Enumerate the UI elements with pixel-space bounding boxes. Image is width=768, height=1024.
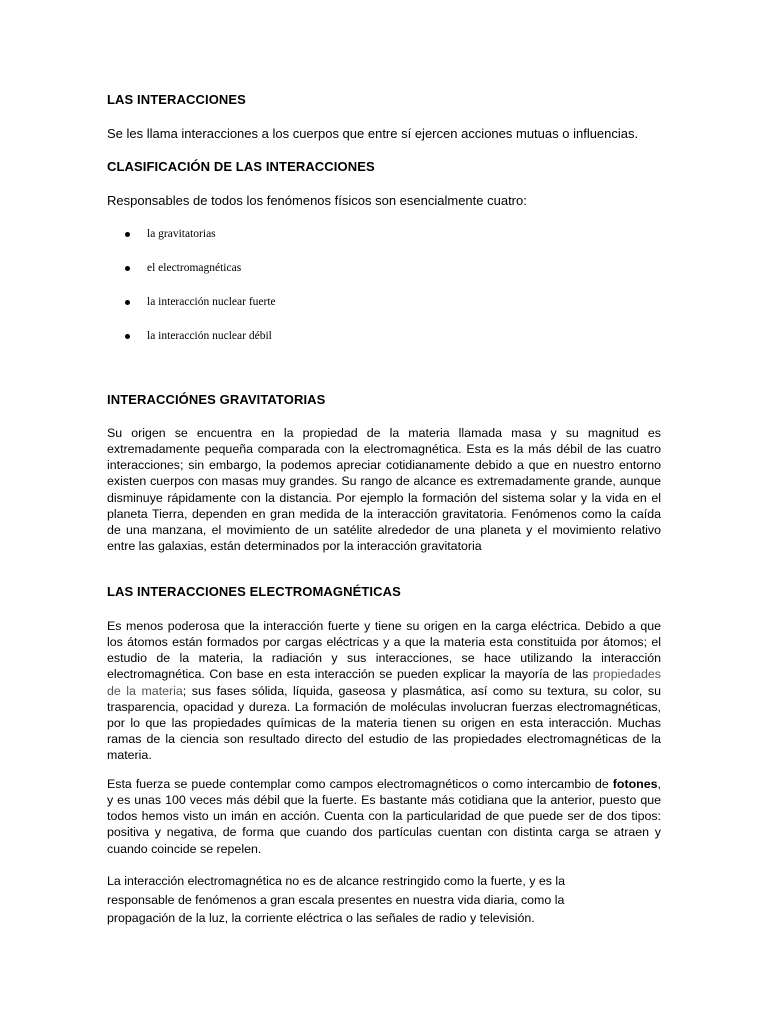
list-item <box>125 296 276 308</box>
intro-text: Se les llama interacciones a los cuerpos que entre sí ejercen acciones mutuas o influencias. <box>107 126 639 141</box>
list-item-text: el electromagnéticas <box>147 262 242 274</box>
bullet-icon <box>125 334 130 339</box>
paragraph-text: , y es unas 100 veces más débil que la fuerte. Es bastante más cotidiana que la anterior, puesto que todos hemos visto un imán en acción. Cuenta con la particularidad de que puede ser de dos tipos: positiva y negativa, de forma que cuando dos partículas cuentan con distinta carga se atraen y cuando coincide se repelen. <box>107 777 661 856</box>
electromagnetic-paragraph-2 <box>107 776 661 857</box>
gravity-heading: INTERACCIÓNES GRAVITATORIAS <box>107 392 326 407</box>
list-item-text: la interacción nuclear fuerte <box>147 296 276 308</box>
bullet-icon <box>125 232 130 237</box>
list-item <box>125 262 241 274</box>
paragraph-text: Esta fuerza se puede contemplar como campos electromagnéticos o como intercambio de <box>107 777 613 791</box>
paragraph-text: Es menos poderosa que la interacción fuerte y tiene su origen en la carga eléctrica. Debido a que los átomos están formados por cargas eléctricas y a que la materia esta constituida por átomos; el estudio de la materia, la radiación y sus interacciones, se hace utilizando la interacción electromagnética. Con base en esta interacción se pueden explicar la mayoría de las <box>107 619 661 682</box>
list-item <box>125 228 216 240</box>
electromagnetic-paragraph-1 <box>107 618 661 763</box>
list-item-text: la gravitatorias <box>147 228 216 240</box>
classification-heading: CLASIFICACIÓN DE LAS INTERACCIONES <box>107 159 375 174</box>
electromagnetic-heading: LAS INTERACCIONES ELECTROMAGNÉTICAS <box>107 584 401 599</box>
list-item-text: la interacción nuclear débil <box>147 330 272 342</box>
page-title: LAS INTERACCIONES <box>107 92 246 107</box>
classification-intro: Responsables de todos los fenómenos físicos son esencialmente cuatro: <box>107 193 527 208</box>
materia-properties-link[interactable]: propiedades de la materia <box>107 667 661 698</box>
bullet-icon <box>125 266 130 271</box>
list-item <box>125 330 272 342</box>
paragraph-text: ; sus fases sólida, líquida, gaseosa y plasmática, así como su textura, su color, su trasparencia, opacidad y dureza. La formación de moléculas involucran fuerzas electromagnéticas, por lo que las propiedades químicas de la materia tienen su origen en esta interacción. Muchas ramas de la ciencia son resultado directo del estudio de las propiedades electromagnéticas de la materia. <box>107 683 661 763</box>
fotones-bold: fotones <box>612 777 658 791</box>
gravity-paragraph: Su origen se encuentra en la propiedad de la materia llamada masa y su magnitud es extremadamente pequeña comparada con la electromagnética. Esta es la más débil de las cuatro interacciones; sin embargo, la podemos apreciar cotidianamente debido a que en nuestro entorno existen cuerpos con masas muy grandes. Su rango de alcance es extremadamente grande, aunque disminuye rápidamente con la distancia. Por ejemplo la formación del sistema solar y la vida en el planeta Tierra, dependen en gran medida de la interacción gravitatoria. Fenómenos como la caída de una manzana, el movimiento de un satélite alrededor de una planeta y el movimiento relativo entre las galaxias, están determinados por la interacción gravitatoria <box>107 426 661 554</box>
electromagnetic-paragraph-3: La interacción electromagnética no es de alcance restringido como la fuerte, y es la responsable de fenómenos a gran escala presentes en nuestra vida diaria, como la propagación de la luz, la corriente eléctrica o las señales de radio y televisión. <box>107 874 566 925</box>
bullet-icon <box>125 300 130 305</box>
